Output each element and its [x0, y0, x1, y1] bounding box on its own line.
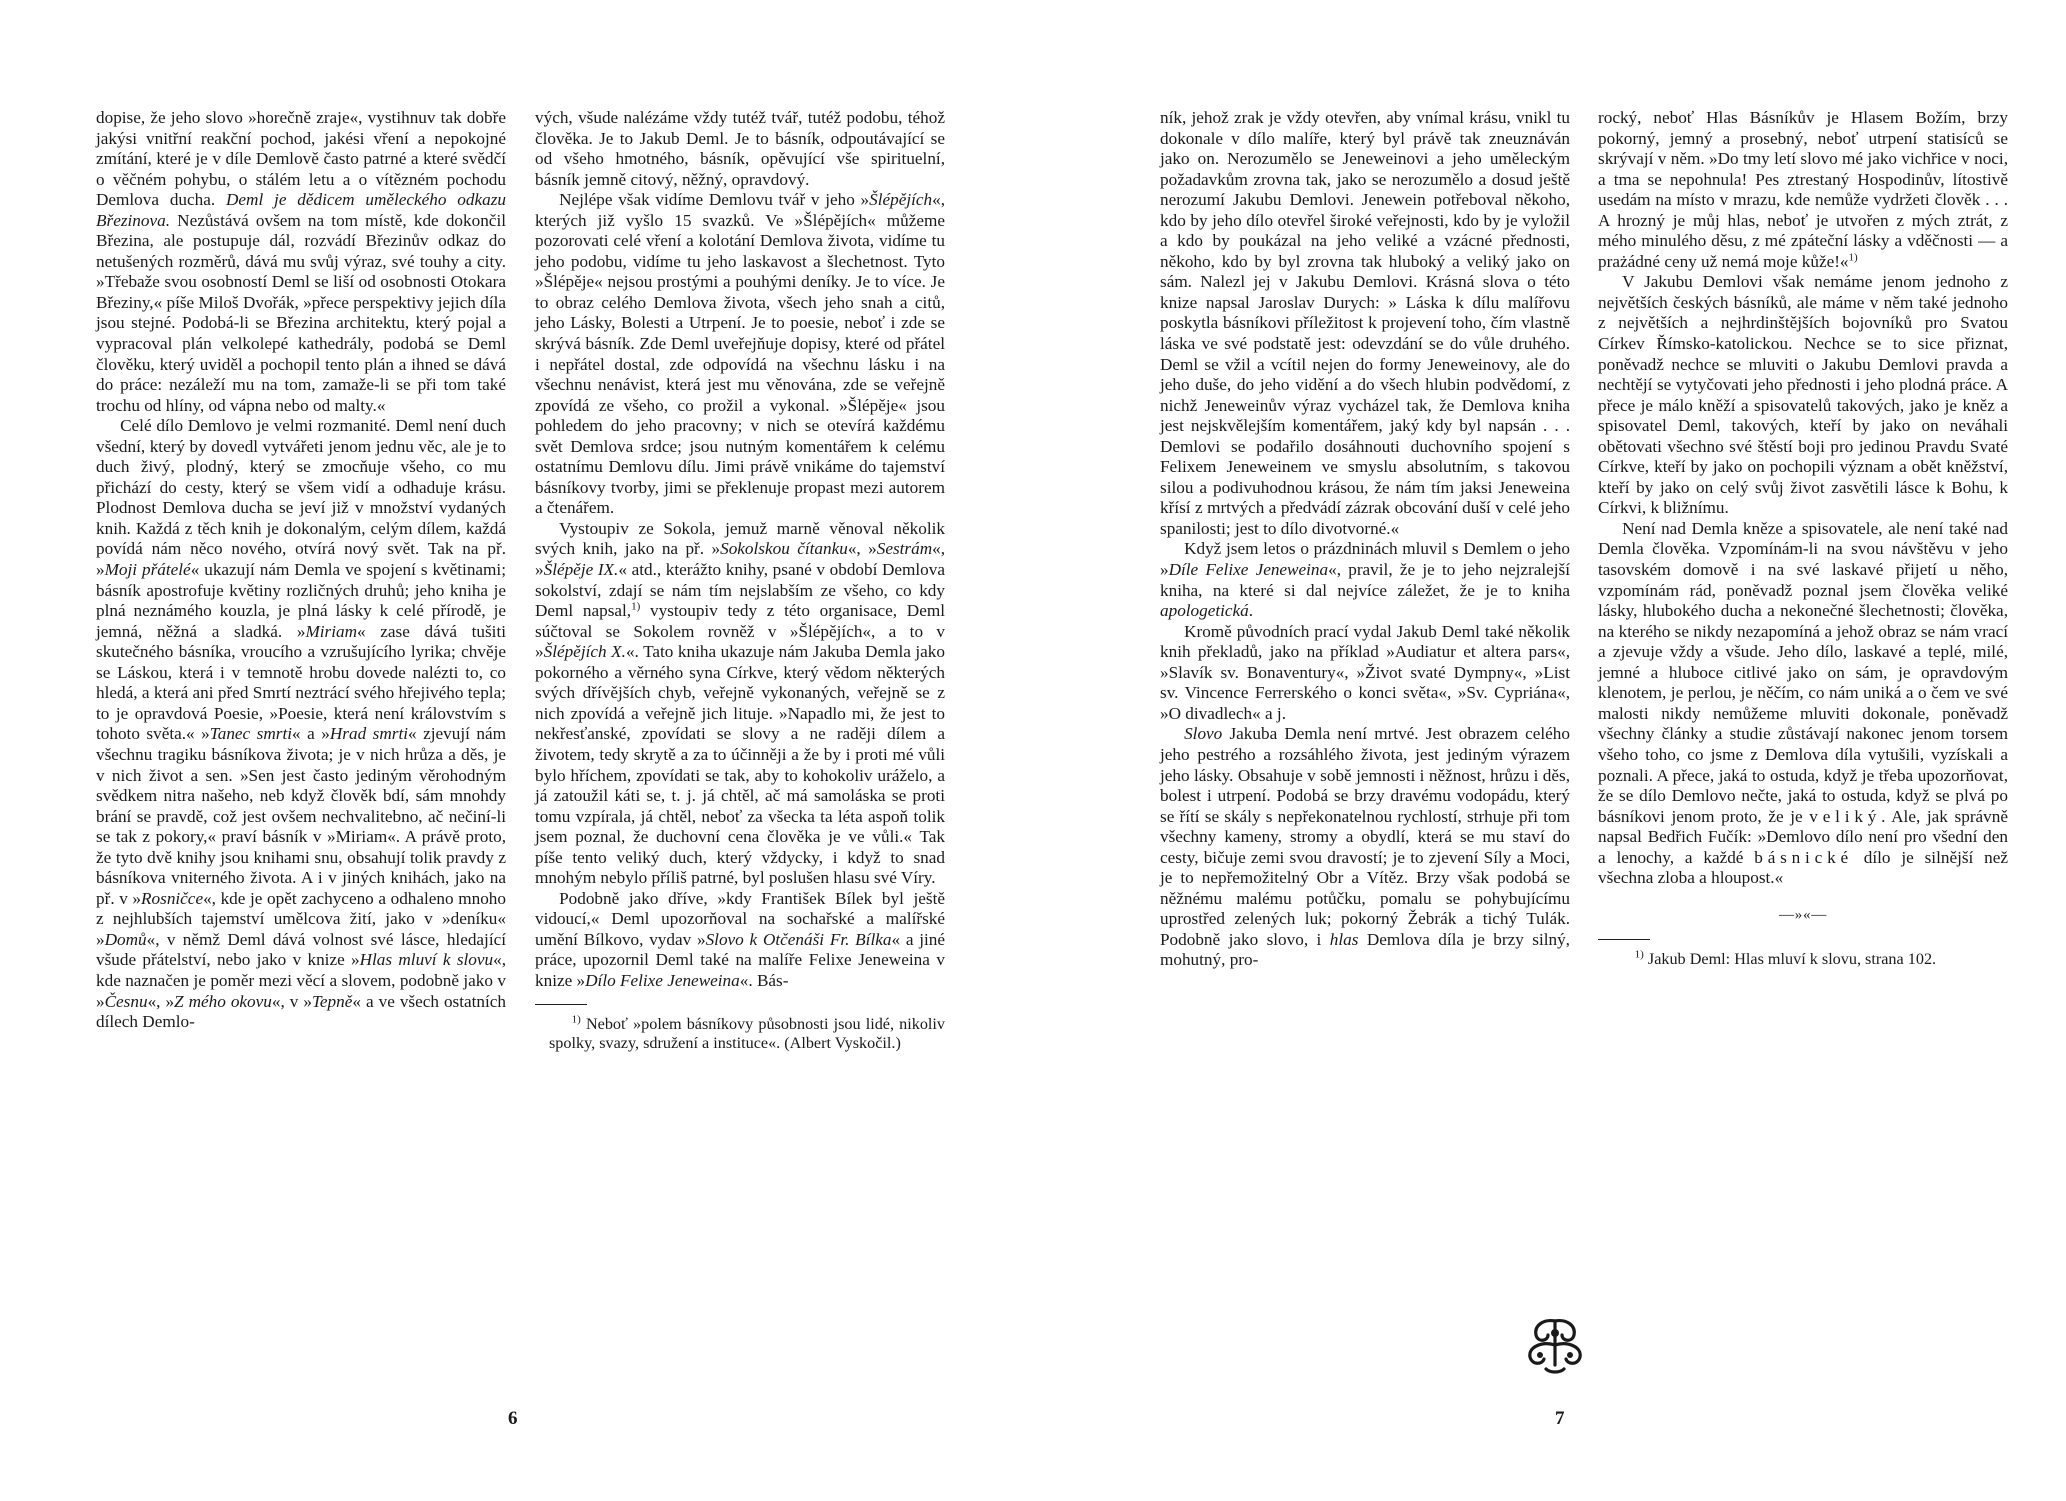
paragraph: Nejlépe však vidíme Demlovu tvář v jeho »Šlépějích«, kterých již vyšlo 15 svazků. Ve »Šlépějích« můžeme pozorovati celé vření a kolotání Demlova života, vidíme tu jeho podobu, vidíme tu jeho laskavost a šlechetnost. Tyto »Šlépěje« nejsou prostými a pouhými deníky. Je to více. Je to obraz celého Demlova života, všech jeho snah a citů, jeho Lásky, Bolesti a Utrpení. Je to poesie, neboť i zde se skrývá básník. Zde Deml uveřejňuje dopisy, které od přátel i nepřátel dostal, zde odpovídá na všechnu lásku i na všechnu nenávist, která jest mu věnována, zde se veřejně zpovídá ze všeho, co prožil a vykonal. »Šlépěje« jsou pohledem do jeho pracovny; v nich se otevírá každému svět Demlova srdce; jsou nutným komentářem k celému ostatnímu Demlovu dílu. Jimi právě vnikáme do tajemství básníkovy tvorby, jimi se překlenuje propast mezi autorem a čtenářem. [535, 190, 945, 518]
footnote-divider [1598, 939, 1650, 940]
section-separator: —»«— [1779, 906, 1827, 923]
paragraph: dopise, že jeho slovo »horečně zraje«, vystihnuv tak dobře jakýsi vnitřní reakční pochod, jakési vření a nepokojné zmítání, které je v díle Demlově často patrné a které svědčí o věčném pohybu, o stálém letu a o vítězném pochodu Demlova ducha. Deml je dědicem uměleckého odkazu Březinova. Nezůstává ovšem na tom místě, kde dokončil Březina, ale postupuje dál, rozvádí Březinův odkaz do netušených rozměrů, dává mu svůj výraz, své touhy a city. »Třebaže svou osobností Deml se liší od osobnosti Otokara Březiny,« píše Miloš Dvořák, »přece perspektivy jejich díla jsou stejné. Podobá-li se Březina architektu, který pojal a vypracoval plán velkolepé kathedrály, podobá se Deml člověku, který uviděl a pochopil tento plán a ihned se dává do práce: nezáleží mu na tom, zamaže-li se při tom také trochu od hlíny, od vápna nebo od malty.« [96, 108, 506, 415]
footnote: $^{1)}$ Jakub Deml: Hlas mluví k slovu, strana 102. [1634, 948, 1937, 969]
footnote: $^{1)}$ Neboť »polem básníkovy působnosti jsou lidé, nikoliv spolky, svazy, sdružení a instituce«. (Albert Vyskočil.) [549, 1013, 946, 1052]
page-number: 7 [1555, 1408, 1565, 1429]
paragraph: rocký, neboť Hlas Básníkův je Hlasem Božím, brzy pokorný, jemný a prosebný, neboť utrpení statisíců se skrývají v něm. »Do tmy letí slovo mé jako vichřice v noci, a tma se nepohnula! Pes ztrestaný Hospodinův, lítostivě usedám na místo v mrazu, kde nemůže vydržeti člověk . . . A hrozný je můj hlas, neboť je utvořen z mých ztrát, z mého minulého děsu, z mé zpáteční lásky a vděčnosti — a prażádné ceny už nemá moje kůže!«$^{1)}$ [1598, 108, 2008, 271]
paragraph: Kromě původních prací vydal Jakub Deml také několik knih překladů, jako na příklad »Audiatur et altera pars«, »Slavík sv. Bonaventury«, »Život svaté Dympny«, »List sv. Vincence Ferrerského o konci světa«, »Sv. Cypriána«, »O divadlech« a j. [1160, 621, 1570, 723]
left-page-column-1 [96, 108, 506, 1033]
ornament-icon [1522, 1315, 1588, 1377]
paragraph: vých, všude nalézáme vždy tutéž tvář, tutéž podobu, téhož člověka. Je to Jakub Deml. Je to básník, odpoutávající se od všeho hmotného, básník, opěvující vše spirituelní, básník jemně citový, něžný, opravdový. [535, 108, 945, 189]
left-page-column-2 [535, 108, 945, 1053]
footnote-divider [535, 1004, 587, 1005]
footnote-reference: 1) [1848, 251, 1858, 264]
paragraph: Slovo Jakuba Demla není mrtvé. Jest obrazem celého jeho pestrého a rozsáhlého života, jest jediným výrazem jeho lásky. Obsahuje v sobě jemnosti i něžnost, hrůzu i děs, bolest i utrpení. Podobá se brzy dravému vodopádu, který se řítí se skály s nepřekonatelnou rychlostí, strhuje při tom všechny kameny, stromy a obydlí, která se mu staví do cesty, bičuje zemi svou dravostí; je to zjevení Síly a Moci, je to nepřemožitelný Obr a Vítěz. Brzy však podobá se něžnému malému potůčku, pomalu se pohybujícímu uprostřed zelených luk; pokorný Žebrák a tichý Tulák. Podobně jako slovo, i hlas Demlova díla je brzy silný, mohutný, pro- [1160, 724, 1570, 970]
footnote-reference: 1) [631, 600, 641, 613]
paragraph: Podobně jako dříve, »kdy František Bílek byl ještě vidoucí,« Deml upozorňoval na sochařské a malířské umění Bílkovo, vydav »Slovo k Otčenáši Fr. Bílka« a jiné práce, upozornil Deml také na malíře Felixe Jeneweina v knize »Dílo Felixe Jeneweina«. Bás- [535, 888, 946, 990]
paragraph: ník, jehož zrak je vždy otevřen, aby vnímal krásu, vnikl tu dokonale v dílo malíře, který byl právě tak zneuznáván jako on. Nerozumělo se Jeneweinovi a jeho uměleckým požadavkům zrovna tak, jako se nerozumělo a dosud ještě nerozumí Jakubu Demlovi. Jenewein potřeboval někoho, kdo by jeho dílo otevřel široké veřejnosti, kdo by je vyložil a kdo by poukázal na jeho veliké a vzácné přednosti, někoho, kdo by byl zrovna tak hluboký a veliký jako on sám. Nalezl jej v Jakubu Demlovi. Krásná slova o této knize napsal Jaroslav Durych: » Láska k dílu malířovu poskytla básníkovi příležitost k projevení toho, čím vlastně láska ve své podstatě jest: odevzdání se do vůle druhého. Deml se vžil a vcítil nejen do formy Jeneweinovy, ale do jeho duše, do jeho vidění a do všech hlubin podvědomí, z nichž Jeneweinův výraz vycházel tak, že Demlova kniha jest nejskvělejším komentářem, jaký kdy byl napsán . . . Demlovi se podařilo dosáhnouti duchovního spojení s Felixem Jeneweinem ve smyslu absolutním, s takovou silou a podivuhodnou krásou, že nám tím jaksi Jeneweina křísí z mrtvých a předvádí zázrak obcování duší v celé jeho spanilosti; jest to dílo divotvorné.« [1160, 108, 1570, 538]
paragraph: Když jsem letos o prázdninách mluvil s Demlem o jeho »Díle Felixe Jeneweina«, pravil, že je to jeho nejzralejší kniha, na které si dal nejvíce záležet, že je to kniha apologetická. [1160, 539, 1570, 621]
paragraph: V Jakubu Demlovi však nemáme jenom jednoho z největších českých básníků, ale máme v něm také jednoho z největších a nejhrdinštějších bojovníků pro Svatou Církev Římsko-katolickou. Nechce se to sice přiznat, poněvadž nechce se mluviti o Jakubu Demlovi pravda a nechtějí se vytyčovati jeho přednosti i jeho plodná práce. A přece je málo kněží a spisovatelů takových, jako je kněz a spisovatel Deml, takových, kteří by jako on neváhali obětovati všechno své štěstí boji pro jedinou Pravdu Svaté Církve, kteří by jako on pochopili význam a obět kněžství, kteří by jako on celý svůj život zasvětili lásce k Bohu, k Církvi, k bližnímu. [1598, 272, 2008, 518]
right-page-column-2 [1598, 108, 2008, 970]
right-page [1033, 0, 2066, 1501]
right-page-column-1 [1160, 108, 1570, 971]
paragraph: Není nad Demla kněze a spisovatele, ale není také nad Demla člověka. Vzpomínám-li na svou návštěvu v jeho tasovském domově i na své laskavé přijetí u něho, vzpomínám rád, poněvadž poznal jsem člověka veliké lásky, hlubokého ducha a nekonečné šlechetnosti; člověka, na kterého se nikdy nezapomíná a jehož obraz se nám vrací a zjevuje vždy a všude. Jeho dílo, laskavé a teplé, milé, jemné a hluboce citlivé jako on sám, je opravdovým klenotem, je perlou, je něčím, co nám uniká a o čem ve své malosti nikdy nemůžeme mluviti dokonale, poněvadž všechny články a studie zůstávají nakonec jenom torsem všeho toho, co jsme z Demlova díla vytušili, vyzískali a poznali. A přece, jaká to ostuda, když je třeba upozorňovat, že se dílo Demlovo nečte, jaká to ostuda, když se plvá po básníkovi jenom proto, že je veliký. Ale, jak správně napsal Bedřich Fučík: »Demlovo dílo není pro všední den a lenochy, a každé básnické dílo je silnější než všechna zloba a hloupost.« [1598, 518, 2008, 888]
paragraph: Celé dílo Demlovo je velmi rozmanité. Deml není duch všední, který by dovedl vytvářeti jenom jednu věc, ale je to duch živý, plodný, který se zmocňuje všeho, co mu přichází do cesty, který se všem vidí a odhaduje krásu. Plodnost Demlova ducha se jeví již v množství vydaných knih. Každá z těch knih je dokonalým, celým dílem, každá povídá nám něco nového, otvírá nový svět. Tak na př. »Moji přátelé« ukazují nám Demla ve spojení s květinami; básník apostrofuje květiny rozličných druhů; jeho kniha je plná neznámého kouzla, je plná lásky k celé přírodě, je jemná, něžná a sladká. »Miriam« zase dává tušiti skutečného básníka, vroucího a vzrušujícího lyrika; chvěje se Láskou, která i v temnotě hrobu dovede nalézti to, co hledá, a která ani před Smrtí neztrácí svého hřejivého tepla; to je opravdová Poesie, »Poesie, která není královstvím s tohoto světa.« »Tanec smrti« a »Hrad smrti« zjevují nám všechnu tragiku básníkova života; je v nich hrůza a děs, je v nich život a sen. »Sen jest často jediným věrohodným svědkem nitra našeho, neb když člověk bdí, sám mnohdy brání se pravdě, což jest ovšem nechvalitebno, ač nečiní-li se tak z pokory,« praví básník v »Miriam«. A právě proto, že tyto dvě knihy jsou knihami snu, obsahují tolik pravdy z básníkova vniterného života. A i v jiných knihách, jako na př. v »Rosničce«, kde je opět zachyceno a odhaleno mnoho z nejhlubších tajemství umělcova žití, jako v »deníku« »Domů«, v němž Deml dává volnost své lásce, hledající všude přátelství, nebo jako v knize »Hlas mluví k slovu«, kde naznačen je poměr mezi věcí a slovem, podobně jako v »Česnu«, »Z mého okovu«, v »Tepně« a ve všech ostatních dílech Demlo- [96, 416, 507, 1032]
paragraph: Vystoupiv ze Sokola, jemuž marně věnoval několik svých knih, jako na př. »Sokolskou čítanku«, »Sestrám«, »Šlépěje IX.« atd., kterážto knihy, psané v období Demlova sokolství, zdají se nám tím nejslabším ze všeho, co kdy Deml napsal,$^{1)}$ vystoupiv tedy z této organisace, Deml súčtoval se Sokolem rovněž v »Šlépějích«, a to v »Šlépějích X.«. Tato kniha ukazuje nám Jakuba Demla jako pokorného a věrného syna Církve, který vědom některých svých dřívějších chyb, veřejně vykonaných, veřejně se z nich zpovídá a veřejně jich lituje. »Napadlo mi, že jest to nekřesťanské, zpovídati se slovy a ne raději dílem a životem, tedy skrytě a za to účinněji a že by i proti mé vůli bylo hříchem, zpovídati se tak, aby to kohokoliv uráželo, a já zatoužil káti se, t. j. já chtěl, ač má samoláska se proti tomu vzpírala, já chtěl, neboť za všecka ta léta aspoň tolik jsem poznal, že duchovní cena člověka je ve vůli.« Tak píše tento veliký duch, který vždycky, i když to snad mnohým nebylo příliš patrné, byl poslušen hlasu své Víry. [535, 518, 946, 888]
page-number: 6 [508, 1408, 518, 1429]
